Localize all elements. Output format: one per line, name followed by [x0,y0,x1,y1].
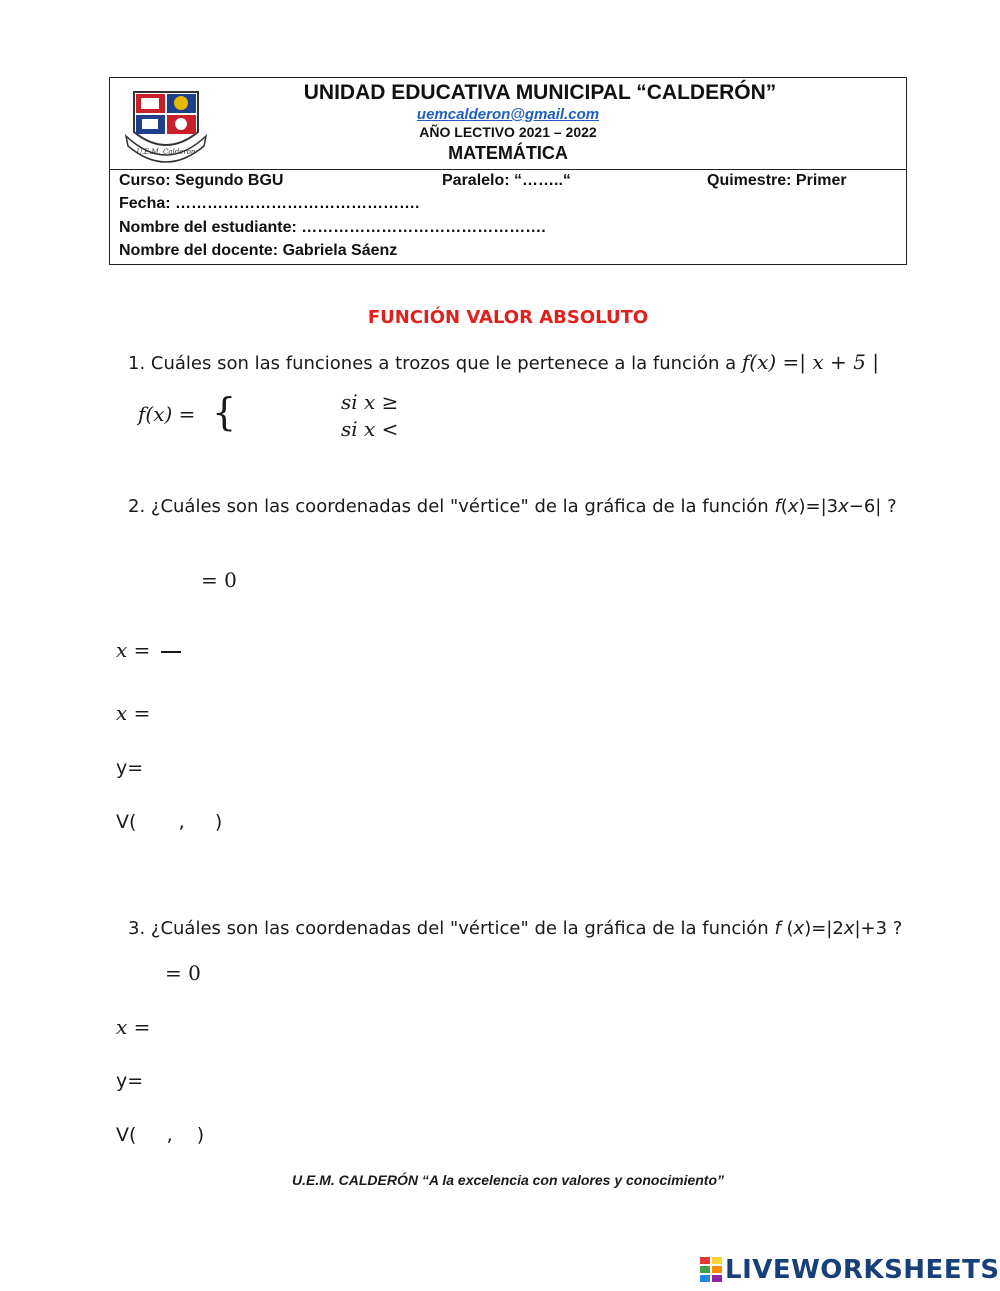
teacher-name: Nombre del docente: Gabriela Sáenz [119,242,398,259]
header-box [109,77,907,265]
worksheet-title: FUNCIÓN VALOR ABSOLUTO [367,307,649,328]
school-email-link[interactable]: uemcalderon@gmail.com [416,106,600,123]
school-year: AÑO LECTIVO 2021 – 2022 [419,124,597,140]
footer-motto: U.E.M. CALDERÓN “A la excelencia con valores y conocimiento” [291,1172,725,1188]
q3-y-equals: y= [116,1070,144,1092]
question-2-text: 2. ¿Cuáles son las coordenadas del "vértice" de la gráfica de la función [128,496,775,517]
question-1-text: 1. Cuáles son las funciones a trozos que le pertenece a la función a [128,353,742,374]
question-2-func-end: −6| ? [848,496,897,517]
student-name-field: Nombre del estudiante: ………………………………………. [119,219,546,236]
question-2-func-open: ( [780,496,788,517]
liveworksheets-text: LIVEWORKSHEETS [725,1255,1000,1285]
question-2-func-f: f [774,496,781,517]
date-field: Fecha: ………………………………………. [119,195,420,212]
question-2-func-x2: x [838,496,849,517]
q2-x-fraction-label: 𝑥 = [116,638,151,662]
q3-vertex: V( , ) [116,1124,205,1146]
piecewise-fx: 𝑓(𝑥) = [138,402,196,426]
q2-vertex: V( , ) [116,811,223,833]
q3-x-equals: 𝑥 = [116,1015,151,1039]
piecewise-brace: { [212,390,237,434]
piecewise-case-2: 𝑠𝑖 𝑥 < [341,417,399,441]
question-3-text: 3. ¿Cuáles son las coordenadas del "vértice" de la gráfica de la función [128,918,775,939]
question-3 [128,918,902,939]
logo-ribbon-text: U.E.M. Calderón [136,148,196,156]
question-2-func-mid: )=|3 [798,496,839,517]
question-2 [128,496,897,517]
parallel-label: Paralelo: “……..“ [442,172,571,189]
fraction-bar [161,651,181,653]
question-3-func-f: f [774,918,787,939]
q2-equals-zero: = 0 [201,568,237,592]
q2-y-equals: y= [116,757,144,779]
course-label: Curso: Segundo BGU [119,172,284,189]
header-top [110,78,906,170]
school-subject: MATEMÁTICA [448,143,568,163]
q2-x-equals: 𝑥 = [116,701,151,725]
q2-x-fraction [116,638,181,662]
question-2-func-x: x [787,496,799,517]
piecewise-case-1: 𝑠𝑖 𝑥 ≥ [341,390,399,414]
question-1-function: 𝑓(𝑥) =| 𝑥 + 5 | [741,350,879,374]
question-3-func-mid: )=|2 [804,918,844,939]
question-3-func-x: x [793,918,805,939]
q3-equals-zero: = 0 [165,961,201,985]
school-name: UNIDAD EDUCATIVA MUNICIPAL “CALDERÓN” [303,81,777,104]
question-1 [128,350,879,374]
quimestre-label: Quimestre: Primer [707,172,847,189]
question-3-func-x2: x [843,918,855,939]
liveworksheets-brand[interactable] [700,1255,1000,1285]
question-3-func-open: ( [786,918,794,939]
question-3-func-end: |+3 ? [854,918,903,939]
liveworksheets-logo-icon [700,1257,722,1283]
